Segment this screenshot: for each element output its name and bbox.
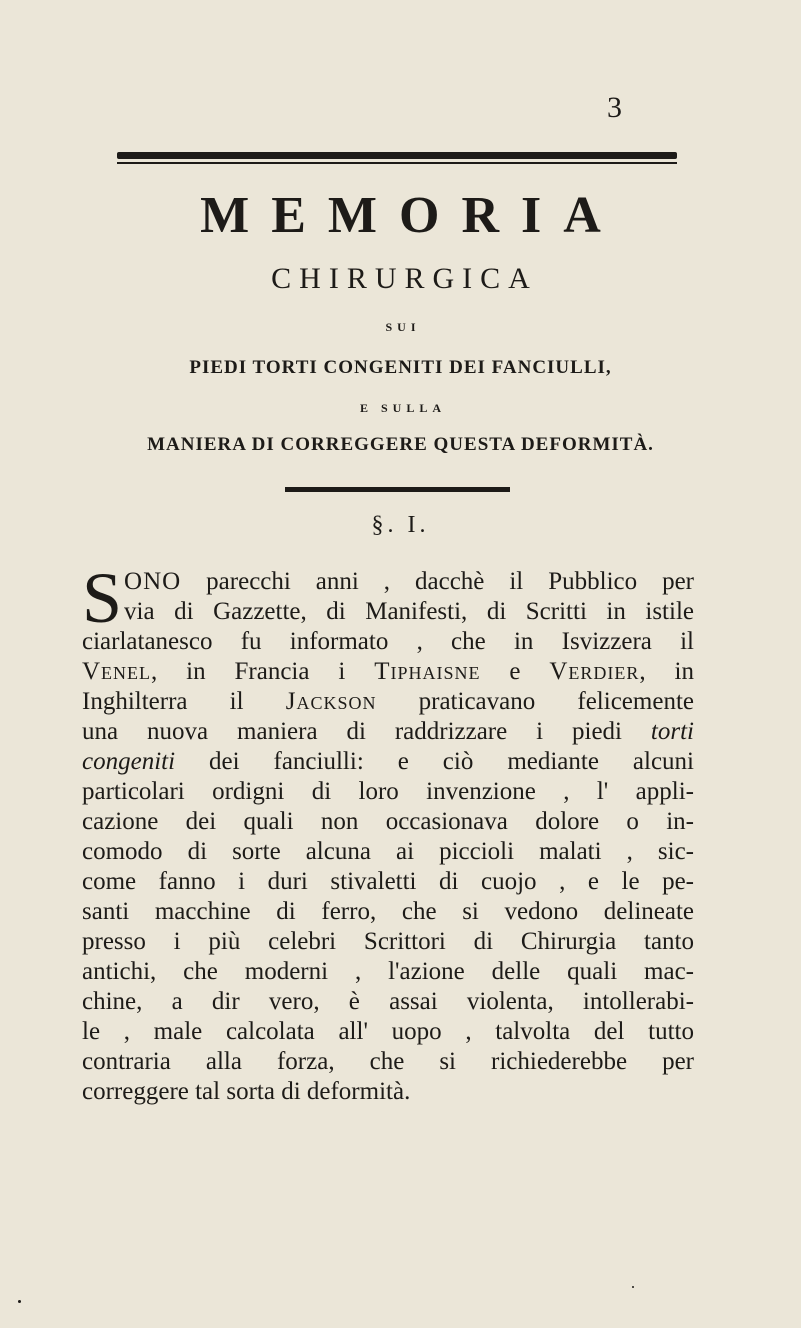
text-segment: antichi, che moderni , l'azione delle quali mac- bbox=[82, 958, 694, 985]
text-segment: come fanno i duri stivaletti di cuojo , e le pe- bbox=[82, 868, 694, 895]
body-line bbox=[82, 1017, 694, 1047]
body-line bbox=[82, 1077, 694, 1107]
text-segment: una nuova maniera di raddrizzare i piedi bbox=[82, 718, 651, 745]
paper-speck bbox=[18, 1300, 21, 1303]
text-segment: comodo di sorte alcuna ai piccioli malati , sic- bbox=[82, 838, 694, 865]
title: MEMORIA bbox=[200, 187, 623, 244]
body-line bbox=[82, 987, 694, 1017]
connector-sui: SUI bbox=[385, 320, 421, 334]
text-segment: via di Gazzette, di Manifesti, di Scritti in istile bbox=[124, 598, 694, 625]
top-ornamental-rule bbox=[117, 152, 677, 159]
body-line bbox=[82, 1047, 694, 1077]
text-segment: Tiphaisne bbox=[374, 658, 481, 685]
text-segment: particolari ordigni di loro invenzione , l' appli- bbox=[82, 778, 694, 805]
body-line bbox=[82, 747, 694, 777]
text-segment: parecchi anni , dacchè il Pubblico per bbox=[181, 568, 694, 595]
page-number: 3 bbox=[607, 91, 622, 124]
text-segment: Inghilterra il bbox=[82, 688, 286, 715]
body-line bbox=[82, 657, 694, 687]
body-line bbox=[82, 927, 694, 957]
connector-e-sulla: E SULLA bbox=[359, 401, 447, 415]
text-segment: chine, a dir vero, è assai violenta, intollerabi- bbox=[82, 988, 694, 1015]
body-line bbox=[82, 627, 694, 657]
body-line bbox=[82, 957, 694, 987]
body-paragraph bbox=[82, 558, 694, 1107]
text-segment: dei fanciulli: e ciò mediante alcuni bbox=[175, 748, 694, 775]
text-segment: cazione dei quali non occasionava dolore o in- bbox=[82, 808, 694, 835]
body-line bbox=[82, 717, 694, 747]
body-line bbox=[82, 867, 694, 897]
text-segment: presso i più celebri Scrittori di Chirurgia tanto bbox=[82, 928, 694, 955]
heading-line-1: PIEDI TORTI CONGENITI DEI FANCIULLI, bbox=[189, 357, 612, 378]
text-segment: torti bbox=[650, 718, 694, 745]
section-heading: §. I. bbox=[371, 512, 430, 538]
body-line bbox=[82, 687, 694, 717]
text-segment: ONO bbox=[124, 568, 182, 595]
top-thin-rule bbox=[117, 162, 677, 164]
text-segment: ciarlatanesco fu informato , che in Isvizzera il bbox=[82, 628, 694, 655]
body-line bbox=[82, 897, 694, 927]
heading-line-2: MANIERA DI CORREGGERE QUESTA DEFORMITÀ. bbox=[147, 434, 654, 455]
text-segment: e bbox=[480, 658, 550, 685]
body-line bbox=[82, 777, 694, 807]
body-line bbox=[124, 597, 694, 627]
text-segment: correggere tal sorta di deformità. bbox=[82, 1078, 411, 1105]
text-segment: Verdier bbox=[549, 658, 640, 685]
text-segment: , in bbox=[639, 658, 694, 685]
text-segment: praticavano felicemente bbox=[376, 688, 694, 715]
text-segment: Venel bbox=[82, 658, 152, 685]
text-segment: contraria alla forza, che si richiederebbe per bbox=[82, 1048, 694, 1075]
text-segment: congeniti bbox=[82, 748, 176, 775]
text-segment: santi macchine di ferro, che si vedono delineate bbox=[82, 898, 694, 925]
section-divider-rule bbox=[285, 487, 510, 492]
body-line bbox=[82, 837, 694, 867]
drop-cap: S bbox=[82, 558, 123, 638]
text-segment: , in Francia i bbox=[151, 658, 375, 685]
paper-speck bbox=[632, 1286, 634, 1288]
body-line bbox=[82, 807, 694, 837]
subtitle: CHIRURGICA bbox=[271, 262, 538, 295]
text-segment: le , male calcolata all' uopo , talvolta del tutto bbox=[82, 1018, 694, 1045]
text-segment: Jackson bbox=[285, 688, 377, 715]
body-line bbox=[124, 567, 694, 597]
